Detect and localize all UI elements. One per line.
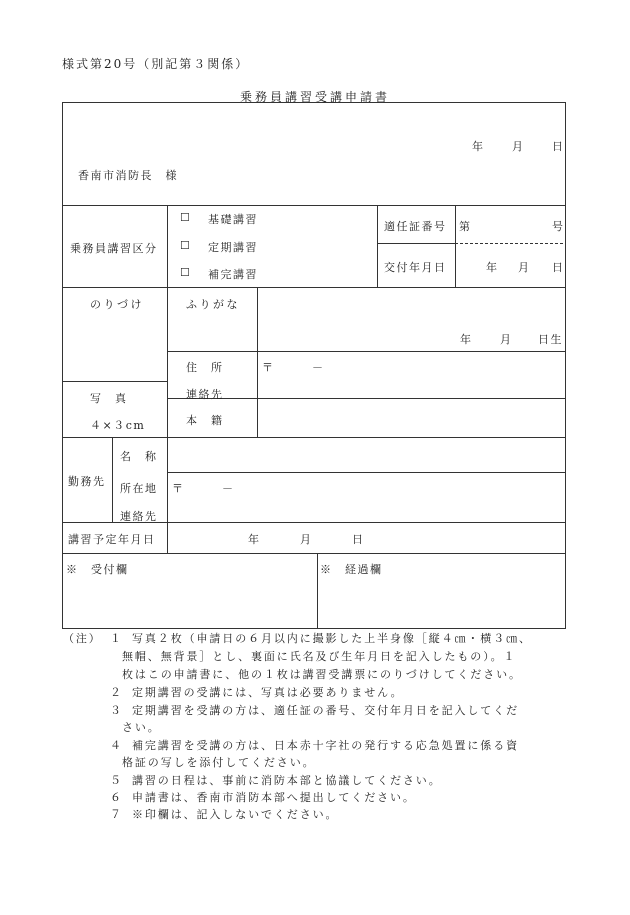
- certificate-number-prefix: 第: [459, 220, 472, 233]
- schedule-year-label: 年: [248, 533, 261, 546]
- note-4-line-1: 補完講習を受講の方は、日本赤十字社の発行する応急処置に係る資: [132, 739, 519, 752]
- workplace-contact-label: 連絡先: [120, 510, 158, 523]
- birth-month-label: 月: [500, 333, 513, 346]
- application-month-label: 月: [512, 140, 525, 153]
- application-year-label: 年: [472, 140, 485, 153]
- address-label: 住 所: [186, 361, 224, 374]
- certificate-number-suffix: 号: [552, 220, 565, 233]
- course-option-supplementary: 補完講習: [208, 268, 258, 281]
- reception-label: ※ 受付欄: [66, 563, 129, 576]
- photo-label: 写 真: [90, 392, 128, 405]
- issue-month-label: 月: [518, 261, 531, 274]
- note-number-5: ５: [110, 774, 123, 787]
- address-postal-dash: －: [312, 361, 325, 374]
- note-6-line-1: 申請書は、香南市消防本部へ提出してください。: [132, 791, 416, 804]
- schedule-month-label: 月: [300, 533, 313, 546]
- photo-glue-label: のりづけ: [90, 298, 144, 311]
- applicant-contact-label: 連絡先: [186, 388, 224, 401]
- note-4-line-2: 格証の写しを添付してください。: [122, 756, 316, 769]
- course-option-basic: 基礎講習: [208, 213, 258, 226]
- birth-day-label: 日生: [538, 333, 563, 346]
- application-day-label: 日: [552, 140, 565, 153]
- course-label: 乗務員講習区分: [70, 242, 158, 255]
- form-number: 様式第20号（別記第３関係）: [62, 57, 250, 71]
- workplace-label: 勤務先: [68, 475, 106, 488]
- note-1-line-2: 無帽、無背景］とし、裏面に氏名及び生年月日を記入したもの）。１: [122, 650, 517, 663]
- note-3-line-1: 定期講習を受講の方は、適任証の番号、交付年月日を記入してくだ: [132, 704, 519, 717]
- note-number-1: １: [110, 632, 123, 645]
- progress-label: ※ 経過欄: [320, 563, 383, 576]
- schedule-label: 講習予定年月日: [68, 533, 156, 546]
- note-5-line-1: 講習の日程は、事前に消防本部と協議してください。: [132, 774, 442, 787]
- note-number-3: ３: [110, 704, 123, 717]
- note-number-4: ４: [110, 739, 123, 752]
- notes-prefix: （注）: [63, 632, 102, 645]
- note-7-line-1: ※印欄は、記入しないでください。: [132, 808, 339, 821]
- addressee: 香南市消防長 様: [78, 169, 178, 182]
- course-checkbox-regular[interactable]: ☐: [180, 239, 192, 252]
- address-postal-mark: 〒: [262, 361, 275, 374]
- issue-date-label: 交付年月日: [384, 261, 447, 274]
- form-title: 乗務員講習受講申請書: [239, 90, 390, 104]
- domicile-label: 本 籍: [186, 414, 224, 427]
- course-option-regular: 定期講習: [208, 241, 258, 254]
- workplace-postal-mark: 〒: [172, 482, 185, 495]
- note-number-6: ６: [110, 791, 123, 804]
- note-1-line-1: 写真２枚（申請日の６月以内に撮影した上半身像［縦４㎝・横３㎝、: [132, 632, 532, 645]
- furigana-label: ふりがな: [186, 298, 240, 311]
- workplace-name-label: 名 称: [120, 450, 158, 463]
- issue-year-label: 年: [486, 261, 499, 274]
- note-2-line-1: 定期講習の受講には、写真は必要ありません。: [132, 686, 404, 699]
- note-number-2: ２: [110, 686, 123, 699]
- birth-year-label: 年: [460, 333, 473, 346]
- workplace-location-label: 所在地: [120, 482, 158, 495]
- certificate-number-label: 適任証番号: [384, 220, 447, 233]
- workplace-postal-dash: －: [222, 482, 235, 495]
- course-checkbox-supplementary[interactable]: ☐: [180, 266, 192, 279]
- photo-size: ４×３cm: [90, 419, 146, 432]
- issue-day-label: 日: [552, 261, 565, 274]
- course-checkbox-basic[interactable]: ☐: [180, 211, 192, 224]
- note-number-7: ７: [110, 808, 123, 821]
- note-1-line-3: 枚はこの申請書に、他の１枚は講習受講票にのりづけしてください。: [122, 668, 522, 681]
- note-3-line-2: さい。: [122, 721, 161, 734]
- schedule-day-label: 日: [352, 533, 365, 546]
